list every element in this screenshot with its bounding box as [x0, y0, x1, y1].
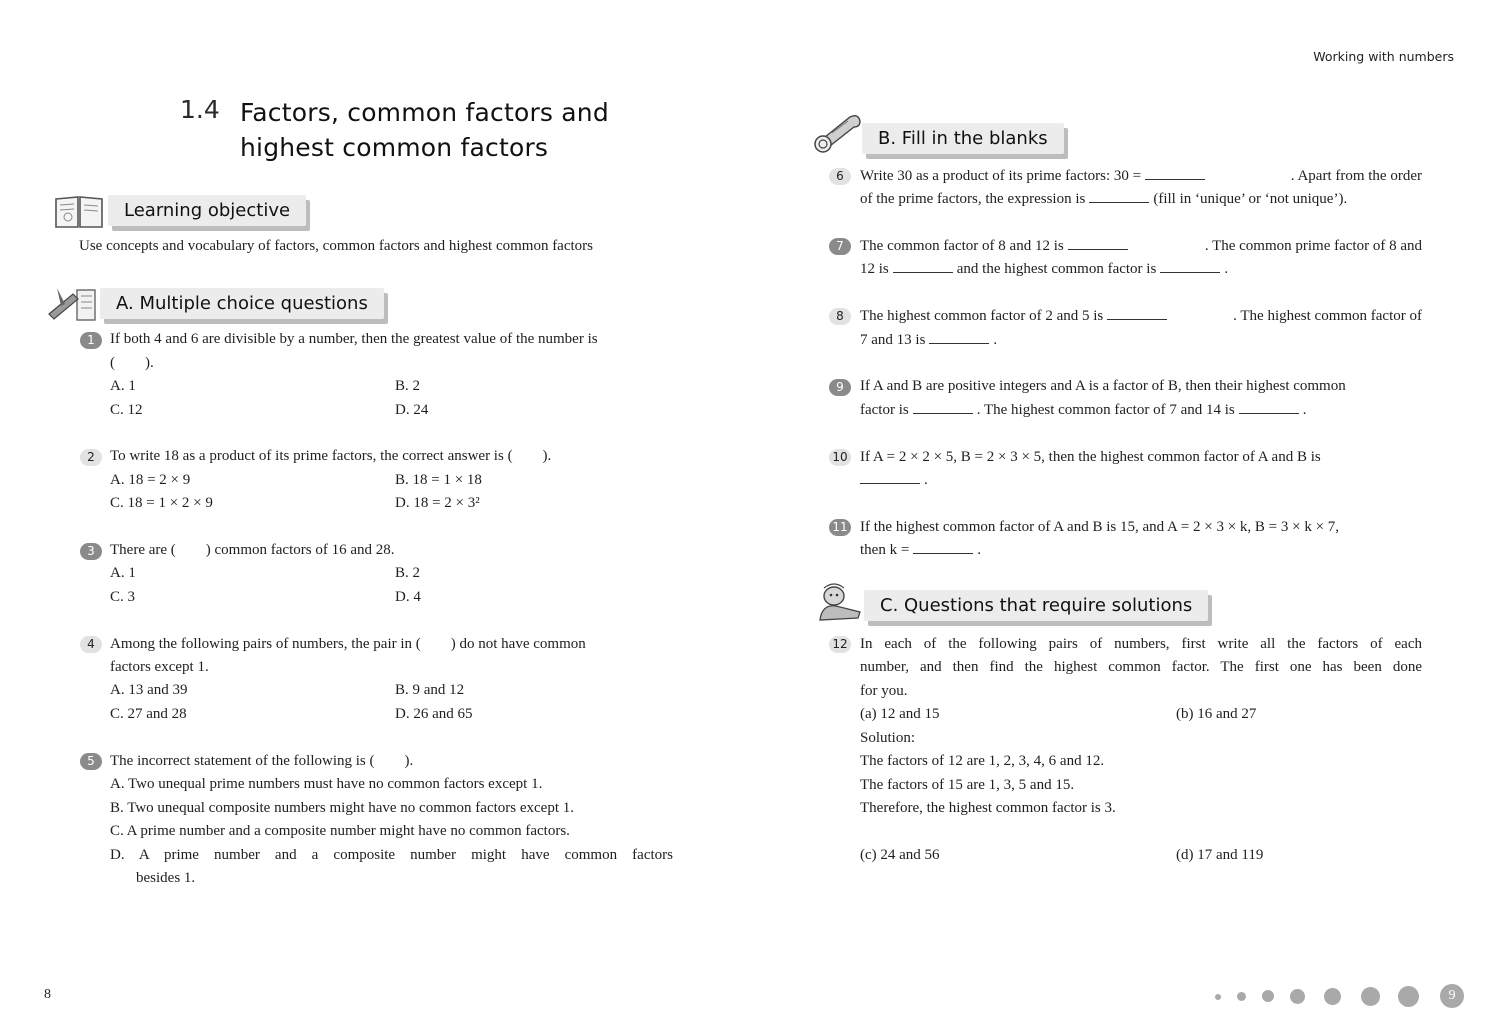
- q7-line2: [860, 258, 1228, 282]
- progress-dot: [1361, 987, 1380, 1006]
- q3-option-d: D. 4: [395, 589, 421, 605]
- question-number-badge: 11: [829, 519, 851, 536]
- progress-dot: [1290, 989, 1305, 1004]
- q1-option-b: B. 2: [395, 378, 421, 394]
- q9-text-c: .: [1302, 402, 1307, 418]
- q10-line1: If A = 2 × 2 × 5, B = 2 × 3 × 5, then the highest common factor of A and B is: [860, 449, 1321, 465]
- answer-blank[interactable]: [929, 330, 989, 344]
- q11-line2: [860, 539, 981, 563]
- q11-line1: If the highest common factor of A and B is 15, and A = 2 × 3 × k, B = 3 × k × 7,: [860, 519, 1340, 535]
- q7-text-b: . The common prime factor of 8 and: [1204, 238, 1422, 254]
- question-number-badge: 3: [80, 543, 102, 560]
- q5-stem: The incorrect statement of the following is ( ).: [110, 753, 414, 769]
- q4-option-c: C. 27 and 28: [110, 706, 187, 722]
- q6-text-c: of the prime factors, the expression is: [860, 191, 1086, 207]
- q3-stem: There are ( ) common factors of 16 and 28.: [110, 542, 395, 558]
- running-head: Working with numbers: [1313, 49, 1454, 64]
- q9-text-b: . The highest common factor of 7 and 14 is: [976, 402, 1235, 418]
- q10-text-end: .: [924, 472, 928, 488]
- thinking-person-icon: [814, 582, 866, 624]
- answer-blank[interactable]: [893, 259, 953, 273]
- solution-line3: Therefore, the highest common factor is 3.: [860, 800, 1116, 816]
- question-number-badge: 2: [80, 449, 102, 466]
- q2-option-b: B. 18 = 1 × 18: [395, 472, 482, 488]
- part-a-banner: A. Multiple choice questions: [100, 288, 384, 319]
- question-number-badge: 8: [829, 308, 851, 325]
- q12-part-b: (b) 16 and 27: [1176, 706, 1257, 722]
- q8-text-a: The highest common factor of 2 and 5 is: [860, 308, 1104, 324]
- question-number-badge: 5: [80, 753, 102, 770]
- question-number-badge: 9: [829, 379, 851, 396]
- q4-option-b: B. 9 and 12: [395, 682, 465, 698]
- q1-option-d: D. 24: [395, 402, 429, 418]
- q6-line1: [860, 165, 1422, 189]
- q3-option-a: A. 1: [110, 565, 136, 581]
- q4-stem-cont: factors except 1.: [110, 659, 209, 675]
- q4-option-a: A. 13 and 39: [110, 682, 188, 698]
- question-number-badge: 7: [829, 238, 851, 255]
- answer-blank[interactable]: [1068, 236, 1128, 250]
- progress-dot: [1398, 986, 1419, 1007]
- q8-line2: [860, 329, 997, 353]
- q1-option-c: C. 12: [110, 402, 143, 418]
- q8-text-c: 7 and 13 is: [860, 332, 926, 348]
- q1-stem: If both 4 and 6 are divisible by a number, then the greatest value of the number is: [110, 331, 598, 347]
- question-number-badge: 1: [80, 332, 102, 349]
- q6-text-a: Write 30 as a product of its prime factors: 30 =: [860, 168, 1142, 184]
- progress-dot: [1215, 994, 1221, 1000]
- learning-objective-text: Use concepts and vocabulary of factors, common factors and highest common factors: [79, 238, 593, 254]
- section-title-line2: highest common factors: [240, 133, 549, 162]
- page-number-right: 9: [1440, 984, 1464, 1008]
- q4-option-d: D. 26 and 65: [395, 706, 473, 722]
- q7-line1: [860, 235, 1422, 259]
- q7-text-d: and the highest common factor is: [956, 261, 1157, 277]
- section-title-line1: Factors, common factors and: [240, 98, 609, 127]
- q2-option-a: A. 18 = 2 × 9: [110, 472, 191, 488]
- scroll-icon: [812, 111, 864, 153]
- q12-line1: In each of the following pairs of numbers, first write all the factors of each: [860, 636, 1422, 652]
- question-number-badge: 12: [829, 636, 851, 653]
- page-number-left: 8: [44, 987, 51, 1002]
- q8-text-b: . The highest common factor of: [1233, 308, 1422, 324]
- question-number-badge: 4: [80, 636, 102, 653]
- q6-text-d: (fill in ‘unique’ or ‘not unique’).: [1153, 191, 1348, 207]
- answer-blank[interactable]: [1239, 400, 1299, 414]
- answer-blank[interactable]: [1107, 306, 1167, 320]
- q6-text-b: . Apart from the order: [1290, 168, 1422, 184]
- q9-line2: [860, 399, 1307, 423]
- q3-option-c: C. 3: [110, 589, 136, 605]
- q12-part-c: (c) 24 and 56: [860, 847, 940, 863]
- q6-line2: [860, 188, 1347, 212]
- q5-option-d: D. A prime number and a composite number might have common factors: [110, 847, 673, 863]
- answer-blank[interactable]: [913, 540, 973, 554]
- q12-part-d: (d) 17 and 119: [1176, 847, 1264, 863]
- solution-label: Solution:: [860, 730, 916, 746]
- q9-text-a: factor is: [860, 402, 909, 418]
- progress-dot: [1262, 990, 1274, 1002]
- q12-line3: for you.: [860, 683, 908, 699]
- section-title: [240, 95, 609, 165]
- q7-text-c: 12 is: [860, 261, 889, 277]
- q2-option-c: C. 18 = 1 × 2 × 9: [110, 495, 213, 511]
- answer-blank[interactable]: [1160, 259, 1220, 273]
- q3-option-b: B. 2: [395, 565, 421, 581]
- q8-line1: [860, 305, 1422, 329]
- answer-blank[interactable]: [860, 470, 920, 484]
- q12-part-a: (a) 12 and 15: [860, 706, 940, 722]
- q11-text-b: .: [977, 542, 982, 558]
- solution-line1: The factors of 12 are 1, 2, 3, 4, 6 and 12.: [860, 753, 1105, 769]
- q2-stem: To write 18 as a product of its prime factors, the correct answer is ( ).: [110, 448, 552, 464]
- q1-stem-cont: ( ).: [110, 355, 154, 371]
- progress-dot: [1237, 992, 1246, 1001]
- q5-option-d-cont: besides 1.: [136, 870, 196, 886]
- q9-line1: If A and B are positive integers and A is a factor of B, then their highest common: [860, 378, 1346, 394]
- part-c-banner: C. Questions that require solutions: [864, 590, 1208, 621]
- q2-option-d: D. 18 = 2 × 3²: [395, 495, 480, 511]
- book-icon: [53, 193, 105, 235]
- answer-blank[interactable]: [913, 400, 973, 414]
- progress-dot: [1324, 988, 1341, 1005]
- question-number-badge: 6: [829, 168, 851, 185]
- q5-option-b: B. Two unequal composite numbers might have no common factors except 1.: [110, 800, 574, 816]
- q5-option-c: C. A prime number and a composite number might have no common factors.: [110, 823, 570, 839]
- q7-text-e: .: [1224, 261, 1229, 277]
- learning-objective-banner: Learning objective: [108, 195, 306, 226]
- q5-option-a: A. Two unequal prime numbers must have no common factors except 1.: [110, 776, 543, 792]
- q8-text-d: .: [993, 332, 998, 348]
- q12-line2: number, and then find the highest common factor. The first one has been done: [860, 659, 1422, 675]
- part-b-banner: B. Fill in the blanks: [862, 123, 1064, 154]
- answer-blank[interactable]: [1089, 189, 1149, 203]
- question-number-badge: 10: [829, 449, 851, 466]
- section-number: 1.4: [180, 95, 220, 124]
- q11-text-a: then k =: [860, 542, 910, 558]
- q4-stem: Among the following pairs of numbers, the pair in ( ) do not have common: [110, 636, 586, 652]
- q10-line2: [860, 469, 928, 493]
- tools-icon: [47, 284, 99, 326]
- q1-option-a: A. 1: [110, 378, 136, 394]
- q7-text-a: The common factor of 8 and 12 is: [860, 238, 1064, 254]
- answer-blank[interactable]: [1145, 166, 1205, 180]
- solution-line2: The factors of 15 are 1, 3, 5 and 15.: [860, 777, 1075, 793]
